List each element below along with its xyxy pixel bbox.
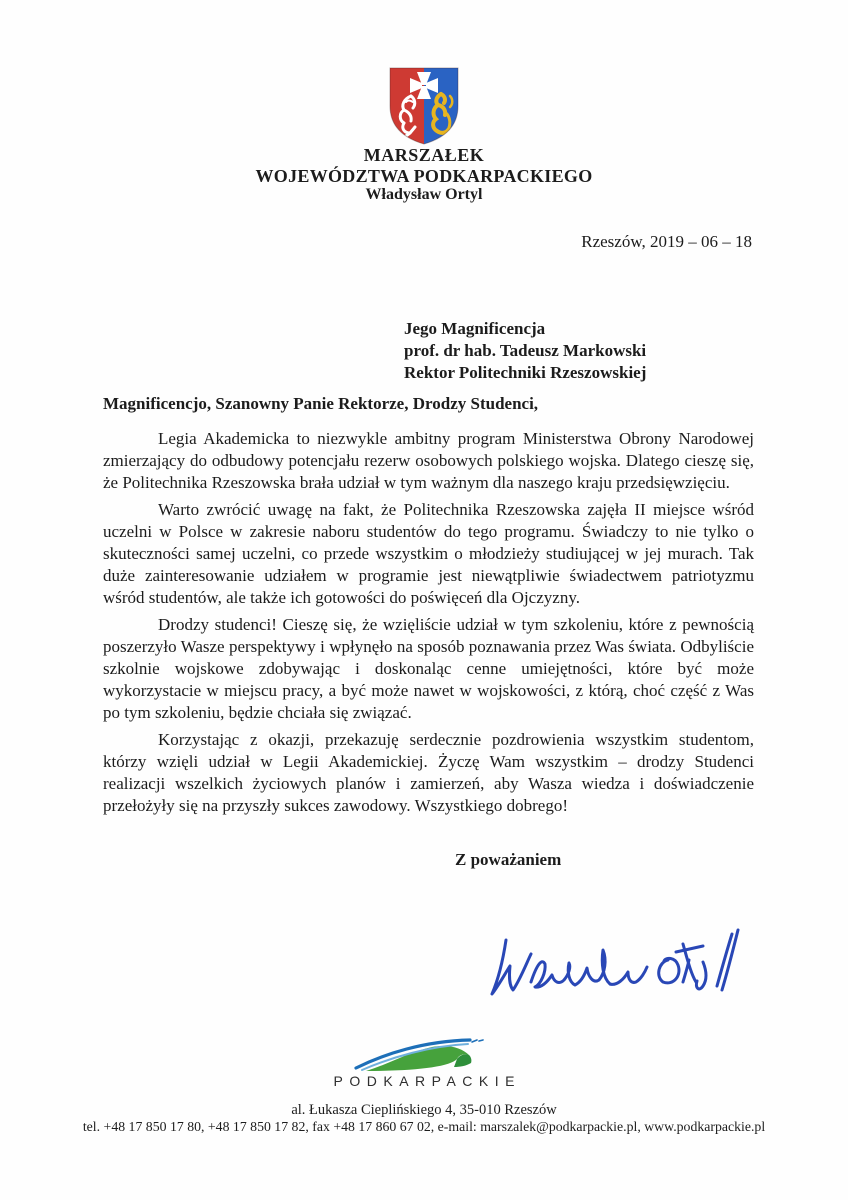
signature-icon — [484, 922, 742, 1010]
footer-logo-text: PODKARPACKIE — [333, 1073, 521, 1089]
addressee-line-1: Jego Magnificencja — [404, 319, 546, 338]
date-line: Rzeszów, 2019 – 06 – 18 — [581, 232, 752, 251]
salutation: Magnificencjo, Szanowny Panie Rektorze, Drodzy Studenci, — [103, 394, 539, 413]
office-title-line2: WOJEWÓDZTWA PODKARPACKIEGO — [255, 166, 593, 186]
addressee-block — [404, 318, 646, 384]
letter-body — [103, 428, 754, 822]
coat-of-arms-icon — [386, 66, 462, 146]
footer-address: al. Łukasza Cieplińskiego 4, 35-010 Rzeszów — [291, 1102, 557, 1118]
addressee-line-3: Rektor Politechniki Rzeszowskiej — [404, 363, 647, 382]
addressee-line-2: prof. dr hab. Tadeusz Markowski — [404, 341, 647, 360]
body-paragraph-1: Legia Akademicka to niezwykle ambitny program Ministerstwa Obrony Narodowej zmierzający do odbudowy potencjału rezerw osobowych polskiego wojska. Dlatego cieszę się, że Politechnika Rzeszowska brała udział w tym ważnym dla naszego kraju przedsięwzięciu. — [103, 429, 754, 492]
footer-contact: tel. +48 17 850 17 80, +48 17 850 17 82, fax +48 17 860 67 02, e-mail: marszalek@podkarpackie.pl, www.podkarpackie.pl — [82, 1119, 766, 1134]
body-paragraph-3: Drodzy studenci! Cieszę się, że wzięliście udział w tym szkoleniu, które z pewnością poszerzyło Wasze perspektywy i wpłynęło na sposób poznawania przez Was świata. Odbyliście szkolnie wojskowe zdobywając i doskonaląc cenne umiejętności, które być może wykorzystacie w miejscu pracy, a być może nawet w wojskowości, z którą, choć część z Was po tym szkoleniu, będzie chciała się związać. — [103, 615, 754, 722]
podkarpackie-logo-icon — [354, 1038, 494, 1072]
body-paragraph-2: Warto zwrócić uwagę na fakt, że Politechnika Rzeszowska zajęła II miejsce wśród uczelni w Polsce w zakresie naboru studentów do tego programu. Świadczy to nie tylko o skuteczności samej uczelni, co przede wszystkim o młodzieży studiującej w jej murach. Tak duże zainteresowanie udziałem w programie jest niewątpliwie świadectwem patriotyzmu wśród studentów, ale także ich gotowości do poświęceń dla Ojczyzny. — [103, 500, 754, 607]
official-name: Władysław Ortyl — [365, 186, 483, 203]
footer-logo — [0, 1038, 848, 1089]
body-paragraph-4: Korzystając z okazji, przekazuję serdecznie pozdrowienia wszystkim studentom, którzy wzięli udział w Legii Akademickiej. Życzę Wam wszystkim – drodzy Studenci realizacji wszelkich życiowych planów i zamierzeń, aby Wasza wiedza i doświadczenie przełożyły się na przyszły sukces zawodowy. Wszystkiego dobrego! — [103, 730, 754, 815]
closing-phrase: Z poważaniem — [455, 850, 562, 869]
letterhead-office — [0, 145, 848, 187]
office-title-line1: MARSZAŁEK — [363, 145, 485, 165]
